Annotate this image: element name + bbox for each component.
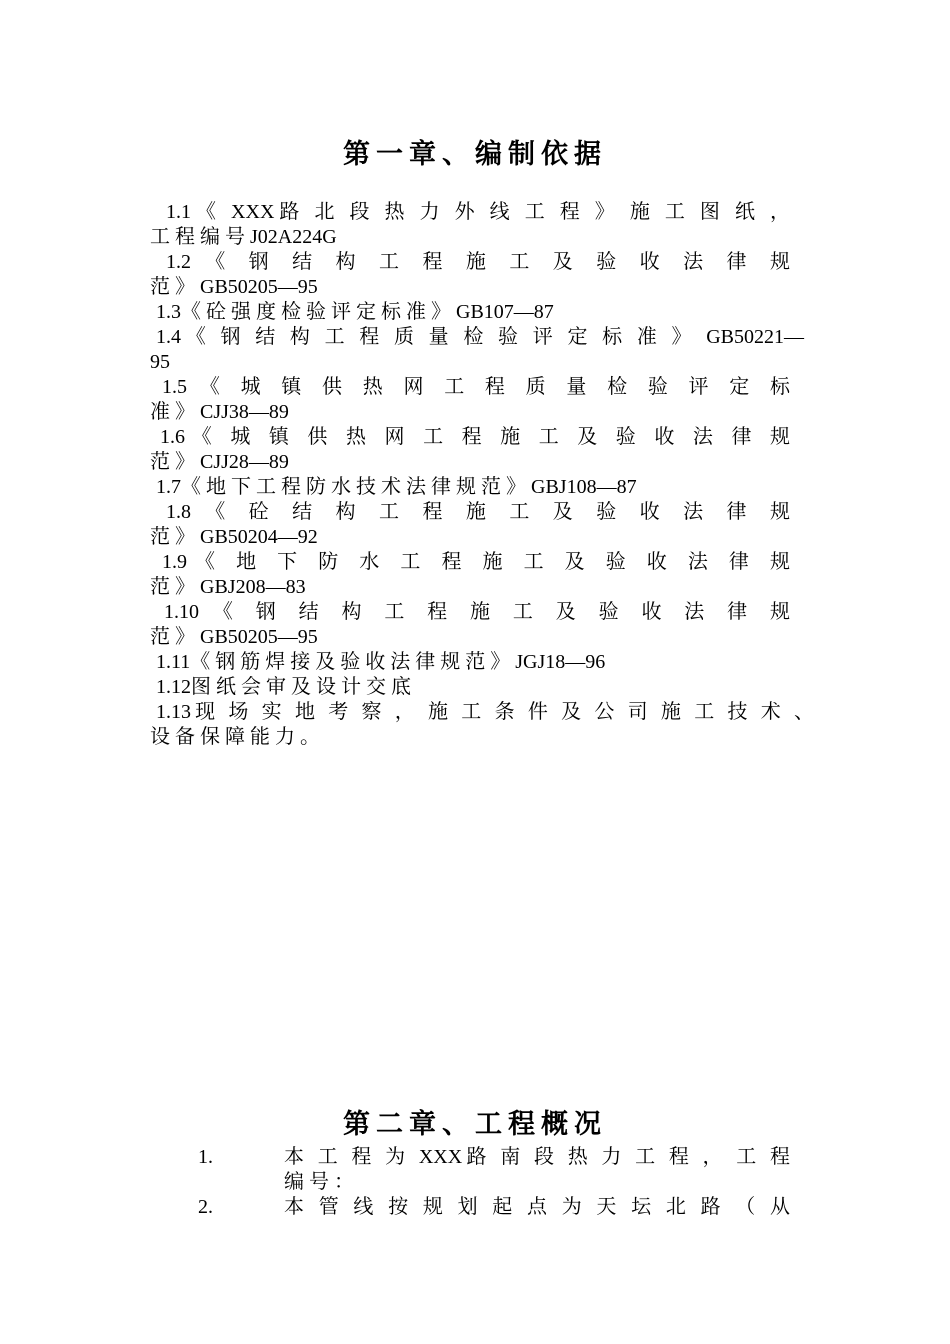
- list-item: [150, 675, 790, 700]
- list-item: [150, 425, 790, 475]
- list-item-text: 范 》 GB50205—95: [150, 276, 318, 298]
- list-item-text: 1.5 《 城 镇 供 热 网 工 程 质 量 检 验 评 定 标: [162, 376, 790, 398]
- list-item-text: 范 》 GBJ208—83: [150, 576, 306, 598]
- list-item-text: 1.11《 钢 筋 焊 接 及 验 收 法 律 规 范 》 JGJ18—96: [156, 651, 606, 673]
- list-item: [150, 500, 790, 550]
- list-item: [150, 250, 790, 300]
- list-item-number: 2.: [198, 1196, 213, 1218]
- list-item: [150, 375, 790, 425]
- list-item-text: 1.7《 地 下 工 程 防 水 技 术 法 律 规 范 》 GBJ108—87: [156, 476, 637, 498]
- list-item: [150, 600, 790, 650]
- chapter-2-title: 第二章、工程概况: [343, 1109, 607, 1140]
- list-item: [198, 1145, 798, 1195]
- list-item-text: 编 号 ：: [284, 1171, 354, 1193]
- list-item-number: 1.: [198, 1146, 213, 1168]
- list-item-text: 范 》 CJJ28—89: [150, 451, 289, 473]
- list-item: [150, 700, 814, 750]
- overview-list: [198, 1145, 798, 1220]
- list-item: [150, 550, 790, 600]
- list-item: [150, 650, 790, 675]
- list-item-text: 1.3《 砼 强 度 检 验 评 定 标 准 》 GB107—87: [156, 301, 554, 323]
- chapter-1-title: 第一章、编制依据: [343, 139, 607, 170]
- list-item-text: 本 管 线 按 规 划 起 点 为 天 坛 北 路 （ 从: [284, 1196, 790, 1218]
- list-item-text: 95: [150, 351, 170, 373]
- list-item-text: 本 工 程 为 XXX路 南 段 热 力 工 程 ， 工 程: [284, 1146, 790, 1168]
- list-item-text: 工 程 编 号 J02A224G: [150, 226, 337, 248]
- list-item-text: 准 》 CJJ38—89: [150, 401, 289, 423]
- list-item: [150, 475, 790, 500]
- list-item-text: 1.4《 钢 结 构 工 程 质 量 检 验 评 定 标 准 》 GB50221—: [156, 326, 804, 348]
- list-item-text: 1.6《 城 镇 供 热 网 工 程 施 工 及 验 收 法 律 规: [160, 426, 790, 448]
- list-item-text: 1.13现 场 实 地 考 察 ， 施 工 条 件 及 公 司 施 工 技 术 、: [156, 701, 814, 723]
- list-item-text: 1.1《 XXX路 北 段 热 力 外 线 工 程 》 施 工 图 纸 ，: [166, 201, 790, 223]
- list-item: [198, 1195, 798, 1220]
- list-item-text: 范 》 GB50204—92: [150, 526, 318, 548]
- list-item: [150, 300, 790, 325]
- list-item: [150, 200, 790, 250]
- list-item-text: 1.2 《 钢 结 构 工 程 施 工 及 验 收 法 律 规: [166, 251, 790, 273]
- list-item-text: 1.9《 地 下 防 水 工 程 施 工 及 验 收 法 律 规: [162, 551, 790, 573]
- list-item-text: 设 备 保 障 能 力 。: [150, 726, 320, 748]
- list-item-body: [284, 1195, 790, 1220]
- list-item-text: 1.8 《 砼 结 构 工 程 施 工 及 验 收 法 律 规: [166, 501, 790, 523]
- list-item-body: [284, 1145, 790, 1195]
- list-item-text: 1.12图 纸 会 审 及 设 计 交 底: [156, 676, 411, 698]
- list-item-text: 范 》 GB50205—95: [150, 626, 318, 648]
- basis-list: [150, 200, 814, 750]
- list-item-text: 1.10 《 钢 结 构 工 程 施 工 及 验 收 法 律 规: [164, 601, 790, 623]
- list-item: [150, 325, 804, 375]
